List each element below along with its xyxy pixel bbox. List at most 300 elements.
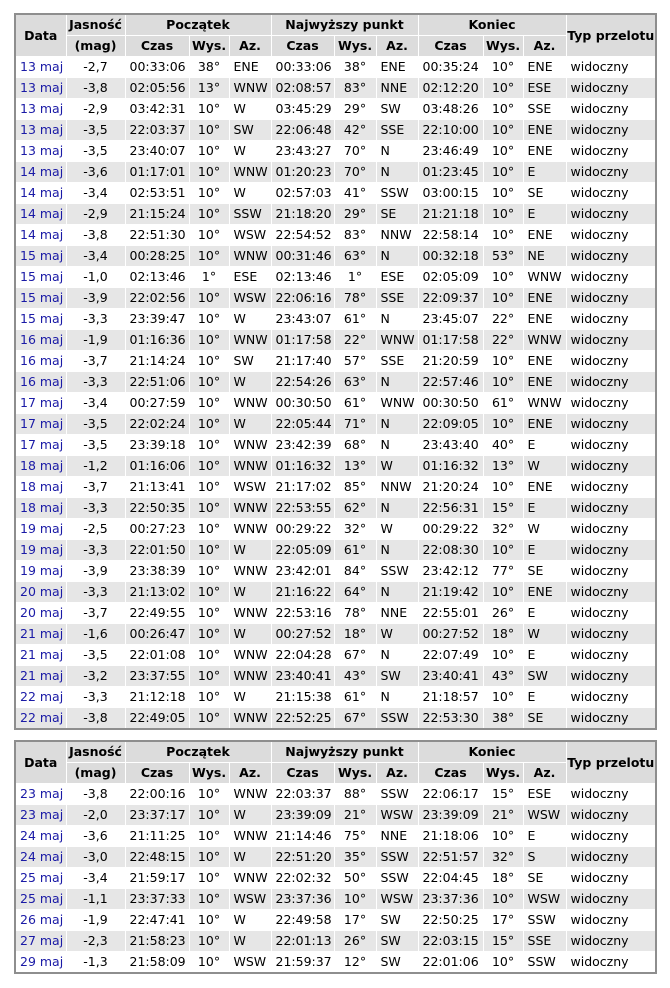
end-alt-cell: 22° — [483, 330, 523, 351]
end-alt-cell: 77° — [483, 561, 523, 582]
start-alt-cell: 10° — [189, 456, 229, 477]
pass-type-cell: widoczny — [566, 99, 656, 120]
highest-time-cell: 23:40:41 — [271, 666, 334, 687]
pass-type-cell: widoczny — [566, 477, 656, 498]
highest-alt-cell: 41° — [334, 183, 376, 204]
date-link[interactable]: 15 maj — [20, 248, 64, 263]
start-time-cell: 22:50:35 — [125, 498, 189, 519]
date-link[interactable]: 23 maj — [20, 807, 64, 822]
start-az-cell: W — [229, 910, 271, 931]
date-link[interactable]: 15 maj — [20, 269, 64, 284]
end-alt-cell: 10° — [483, 540, 523, 561]
highest-az-cell: N — [376, 435, 418, 456]
start-alt-cell: 10° — [189, 309, 229, 330]
table-row — [15, 225, 656, 246]
brightness-cell: -1,2 — [66, 456, 125, 477]
start-alt-cell: 10° — [189, 708, 229, 730]
date-link[interactable]: 13 maj — [20, 59, 64, 74]
pass-type-cell: widoczny — [566, 826, 656, 847]
end-alt-cell: 22° — [483, 309, 523, 330]
start-time-cell: 00:27:59 — [125, 393, 189, 414]
highest-alt-cell: 13° — [334, 456, 376, 477]
end-alt-cell: 15° — [483, 784, 523, 805]
highest-az-cell: SW — [376, 99, 418, 120]
table-row — [15, 645, 656, 666]
highest-az-cell: NNE — [376, 78, 418, 99]
date-link[interactable]: 25 maj — [20, 891, 64, 906]
end-az-cell: SE — [523, 868, 566, 889]
end-alt-cell: 10° — [483, 372, 523, 393]
highest-alt-cell: 57° — [334, 351, 376, 372]
start-az-cell: WNW — [229, 868, 271, 889]
highest-time-cell: 22:05:09 — [271, 540, 334, 561]
end-az-cell: E — [523, 435, 566, 456]
table-row — [15, 330, 656, 351]
pass-type-cell: widoczny — [566, 498, 656, 519]
highest-az-cell: ENE — [376, 57, 418, 78]
date-link[interactable]: 22 maj — [20, 710, 64, 725]
start-az-cell: W — [229, 183, 271, 204]
end-az-cell: S — [523, 847, 566, 868]
start-alt-cell: 10° — [189, 99, 229, 120]
highest-time-cell: 22:06:16 — [271, 288, 334, 309]
pass-type-cell: widoczny — [566, 246, 656, 267]
highest-alt-cell: 64° — [334, 582, 376, 603]
date-link[interactable]: 13 maj — [20, 143, 64, 158]
start-alt-cell: 10° — [189, 288, 229, 309]
start-alt-cell: 10° — [189, 351, 229, 372]
passes-table — [14, 740, 657, 974]
pass-type-cell: widoczny — [566, 414, 656, 435]
highest-time-cell: 22:49:58 — [271, 910, 334, 931]
table-row — [15, 372, 656, 393]
start-alt-cell: 10° — [189, 183, 229, 204]
pass-type-cell: widoczny — [566, 666, 656, 687]
highest-time-cell: 01:16:32 — [271, 456, 334, 477]
end-az-cell: W — [523, 456, 566, 477]
pass-type-cell: widoczny — [566, 372, 656, 393]
highest-time-cell: 22:51:20 — [271, 847, 334, 868]
end-alt-cell: 53° — [483, 246, 523, 267]
highest-alt-cell: 61° — [334, 309, 376, 330]
end-az-cell: ENE — [523, 120, 566, 141]
start-alt-cell: 13° — [189, 78, 229, 99]
table-row — [15, 141, 656, 162]
highest-time-cell: 23:42:01 — [271, 561, 334, 582]
end-time-cell: 23:42:12 — [418, 561, 483, 582]
table-row — [15, 666, 656, 687]
highest-az-cell: W — [376, 624, 418, 645]
highest-time-cell: 01:17:58 — [271, 330, 334, 351]
header-start-az: Az. — [229, 763, 271, 784]
highest-alt-cell: 61° — [334, 540, 376, 561]
start-alt-cell: 10° — [189, 540, 229, 561]
start-time-cell: 22:49:05 — [125, 708, 189, 730]
date-link[interactable]: 13 maj — [20, 122, 64, 137]
date-cell — [15, 687, 66, 708]
date-link[interactable]: 21 maj — [20, 626, 64, 641]
brightness-cell: -2,7 — [66, 57, 125, 78]
start-time-cell: 22:48:15 — [125, 847, 189, 868]
header-highest-alt: Wys. — [334, 36, 376, 57]
highest-time-cell: 22:01:13 — [271, 931, 334, 952]
start-az-cell: W — [229, 309, 271, 330]
start-az-cell: W — [229, 414, 271, 435]
end-time-cell: 00:29:22 — [418, 519, 483, 540]
date-link[interactable]: 27 maj — [20, 933, 64, 948]
date-link[interactable]: 23 maj — [20, 786, 64, 801]
start-alt-cell: 10° — [189, 246, 229, 267]
date-link[interactable]: 26 maj — [20, 912, 64, 927]
start-alt-cell: 10° — [189, 372, 229, 393]
end-az-cell: E — [523, 204, 566, 225]
date-cell — [15, 57, 66, 78]
highest-az-cell: N — [376, 414, 418, 435]
start-alt-cell: 10° — [189, 889, 229, 910]
header-date: Data — [15, 741, 66, 784]
end-az-cell: ENE — [523, 225, 566, 246]
highest-alt-cell: 35° — [334, 847, 376, 868]
date-link[interactable]: 14 maj — [20, 185, 64, 200]
start-az-cell: W — [229, 540, 271, 561]
brightness-cell: -3,3 — [66, 372, 125, 393]
highest-az-cell: SW — [376, 910, 418, 931]
start-alt-cell: 10° — [189, 414, 229, 435]
highest-time-cell: 22:53:16 — [271, 603, 334, 624]
start-time-cell: 00:26:47 — [125, 624, 189, 645]
start-alt-cell: 10° — [189, 141, 229, 162]
start-time-cell: 21:58:23 — [125, 931, 189, 952]
start-az-cell: SW — [229, 120, 271, 141]
end-alt-cell: 32° — [483, 847, 523, 868]
end-alt-cell: 10° — [483, 687, 523, 708]
end-alt-cell: 10° — [483, 183, 523, 204]
header-brightness-unit: (mag) — [66, 36, 125, 57]
end-time-cell: 03:48:26 — [418, 99, 483, 120]
brightness-cell: -3,7 — [66, 603, 125, 624]
highest-az-cell: N — [376, 141, 418, 162]
start-az-cell: WNW — [229, 826, 271, 847]
date-cell — [15, 120, 66, 141]
end-alt-cell: 10° — [483, 288, 523, 309]
highest-time-cell: 00:27:52 — [271, 624, 334, 645]
end-az-cell: ENE — [523, 141, 566, 162]
end-time-cell: 01:23:45 — [418, 162, 483, 183]
end-time-cell: 22:08:30 — [418, 540, 483, 561]
highest-az-cell: N — [376, 582, 418, 603]
highest-alt-cell: 61° — [334, 687, 376, 708]
date-link[interactable]: 15 maj — [20, 311, 64, 326]
brightness-cell: -1,3 — [66, 952, 125, 974]
header-start-alt: Wys. — [189, 36, 229, 57]
end-az-cell: NE — [523, 246, 566, 267]
highest-az-cell: SSE — [376, 288, 418, 309]
brightness-cell: -3,3 — [66, 309, 125, 330]
pass-type-cell: widoczny — [566, 288, 656, 309]
highest-az-cell: WSW — [376, 805, 418, 826]
table-row — [15, 498, 656, 519]
highest-az-cell: WSW — [376, 889, 418, 910]
end-time-cell: 22:51:57 — [418, 847, 483, 868]
date-link[interactable]: 18 maj — [20, 458, 64, 473]
end-time-cell: 22:55:01 — [418, 603, 483, 624]
start-az-cell: ENE — [229, 57, 271, 78]
highest-alt-cell: 18° — [334, 624, 376, 645]
table-row — [15, 435, 656, 456]
start-alt-cell: 10° — [189, 603, 229, 624]
date-cell — [15, 910, 66, 931]
brightness-cell: -1,6 — [66, 624, 125, 645]
start-az-cell: W — [229, 847, 271, 868]
date-link[interactable]: 29 maj — [20, 954, 64, 969]
date-link[interactable]: 14 maj — [20, 227, 64, 242]
start-time-cell: 23:39:47 — [125, 309, 189, 330]
start-az-cell: WNW — [229, 784, 271, 805]
brightness-cell: -3,7 — [66, 351, 125, 372]
end-alt-cell: 10° — [483, 267, 523, 288]
date-link[interactable]: 25 maj — [20, 870, 64, 885]
table-row — [15, 288, 656, 309]
date-link[interactable]: 16 maj — [20, 353, 64, 368]
highest-time-cell: 23:43:07 — [271, 309, 334, 330]
brightness-cell: -3,8 — [66, 78, 125, 99]
pass-type-cell: widoczny — [566, 868, 656, 889]
end-time-cell: 21:20:59 — [418, 351, 483, 372]
end-az-cell: ENE — [523, 582, 566, 603]
highest-az-cell: SSW — [376, 183, 418, 204]
end-az-cell: SW — [523, 666, 566, 687]
date-cell — [15, 435, 66, 456]
end-time-cell: 23:43:40 — [418, 435, 483, 456]
highest-alt-cell: 61° — [334, 393, 376, 414]
highest-alt-cell: 32° — [334, 519, 376, 540]
end-az-cell: E — [523, 540, 566, 561]
start-az-cell: WNW — [229, 645, 271, 666]
pass-type-cell: widoczny — [566, 847, 656, 868]
header-start: Początek — [125, 741, 271, 763]
pass-type-cell: widoczny — [566, 805, 656, 826]
highest-time-cell: 22:52:25 — [271, 708, 334, 730]
start-az-cell: WNW — [229, 666, 271, 687]
brightness-cell: -2,3 — [66, 931, 125, 952]
highest-time-cell: 21:16:22 — [271, 582, 334, 603]
passes-table-body — [15, 57, 656, 730]
start-alt-cell: 10° — [189, 910, 229, 931]
pass-type-cell: widoczny — [566, 351, 656, 372]
header-type: Typ przelotu — [566, 14, 656, 57]
date-link[interactable]: 20 maj — [20, 584, 64, 599]
date-link[interactable]: 19 maj — [20, 542, 64, 557]
start-az-cell: W — [229, 582, 271, 603]
end-alt-cell: 10° — [483, 78, 523, 99]
start-alt-cell: 10° — [189, 204, 229, 225]
highest-time-cell: 01:20:23 — [271, 162, 334, 183]
pass-type-cell: widoczny — [566, 309, 656, 330]
end-time-cell: 03:00:15 — [418, 183, 483, 204]
highest-alt-cell: 85° — [334, 477, 376, 498]
start-time-cell: 21:58:09 — [125, 952, 189, 974]
date-cell — [15, 225, 66, 246]
end-time-cell: 00:27:52 — [418, 624, 483, 645]
passes-table — [14, 13, 657, 730]
end-time-cell: 00:32:18 — [418, 246, 483, 267]
highest-alt-cell: 78° — [334, 288, 376, 309]
date-link[interactable]: 14 maj — [20, 206, 64, 221]
date-cell — [15, 183, 66, 204]
header-end-az: Az. — [523, 36, 566, 57]
end-alt-cell: 21° — [483, 805, 523, 826]
highest-alt-cell: 70° — [334, 162, 376, 183]
start-time-cell: 01:16:06 — [125, 456, 189, 477]
header-end-az: Az. — [523, 763, 566, 784]
brightness-cell: -3,5 — [66, 414, 125, 435]
pass-type-cell: widoczny — [566, 687, 656, 708]
start-alt-cell: 10° — [189, 435, 229, 456]
start-az-cell: WNW — [229, 603, 271, 624]
highest-time-cell: 02:13:46 — [271, 267, 334, 288]
date-link[interactable]: 18 maj — [20, 479, 64, 494]
table-row — [15, 78, 656, 99]
date-link[interactable]: 17 maj — [20, 395, 64, 410]
end-time-cell: 23:46:49 — [418, 141, 483, 162]
highest-time-cell: 00:30:50 — [271, 393, 334, 414]
date-link[interactable]: 16 maj — [20, 374, 64, 389]
highest-az-cell: SW — [376, 666, 418, 687]
start-az-cell: ESE — [229, 267, 271, 288]
start-time-cell: 23:37:33 — [125, 889, 189, 910]
date-link[interactable]: 21 maj — [20, 647, 64, 662]
date-link[interactable]: 18 maj — [20, 500, 64, 515]
highest-alt-cell: 43° — [334, 666, 376, 687]
highest-time-cell: 22:06:48 — [271, 120, 334, 141]
table-row — [15, 889, 656, 910]
table-row — [15, 805, 656, 826]
end-time-cell: 22:50:25 — [418, 910, 483, 931]
highest-alt-cell: 75° — [334, 826, 376, 847]
date-cell — [15, 99, 66, 120]
start-time-cell: 22:49:55 — [125, 603, 189, 624]
table-row — [15, 952, 656, 974]
table-row — [15, 204, 656, 225]
start-time-cell: 22:01:08 — [125, 645, 189, 666]
pass-type-cell: widoczny — [566, 120, 656, 141]
date-link[interactable]: 20 maj — [20, 605, 64, 620]
date-link[interactable]: 13 maj — [20, 101, 64, 116]
date-link[interactable]: 16 maj — [20, 332, 64, 347]
date-link[interactable]: 13 maj — [20, 80, 64, 95]
start-az-cell: WNW — [229, 456, 271, 477]
end-az-cell: E — [523, 498, 566, 519]
start-time-cell: 22:02:24 — [125, 414, 189, 435]
date-cell — [15, 826, 66, 847]
end-time-cell: 21:18:57 — [418, 687, 483, 708]
start-time-cell: 00:27:23 — [125, 519, 189, 540]
end-az-cell: ENE — [523, 57, 566, 78]
start-alt-cell: 10° — [189, 393, 229, 414]
start-alt-cell: 10° — [189, 952, 229, 974]
end-alt-cell: 17° — [483, 910, 523, 931]
end-alt-cell: 15° — [483, 931, 523, 952]
date-link[interactable]: 19 maj — [20, 521, 64, 536]
end-alt-cell: 38° — [483, 708, 523, 730]
date-cell — [15, 868, 66, 889]
date-link[interactable]: 24 maj — [20, 849, 64, 864]
date-link[interactable]: 24 maj — [20, 828, 64, 843]
date-link[interactable]: 17 maj — [20, 416, 64, 431]
pass-type-cell: widoczny — [566, 603, 656, 624]
start-az-cell: WSW — [229, 477, 271, 498]
start-alt-cell: 10° — [189, 477, 229, 498]
highest-alt-cell: 1° — [334, 267, 376, 288]
brightness-cell: -3,6 — [66, 826, 125, 847]
start-alt-cell: 10° — [189, 582, 229, 603]
highest-alt-cell: 67° — [334, 708, 376, 730]
pass-type-cell: widoczny — [566, 204, 656, 225]
end-az-cell: W — [523, 624, 566, 645]
date-link[interactable]: 15 maj — [20, 290, 64, 305]
start-time-cell: 01:17:01 — [125, 162, 189, 183]
pass-type-cell: widoczny — [566, 784, 656, 805]
start-time-cell: 23:40:07 — [125, 141, 189, 162]
end-time-cell: 22:09:05 — [418, 414, 483, 435]
date-cell — [15, 246, 66, 267]
table-row — [15, 267, 656, 288]
start-az-cell: WNW — [229, 162, 271, 183]
start-time-cell: 21:13:41 — [125, 477, 189, 498]
end-time-cell: 21:21:18 — [418, 204, 483, 225]
start-alt-cell: 10° — [189, 931, 229, 952]
highest-time-cell: 21:17:40 — [271, 351, 334, 372]
highest-az-cell: ESE — [376, 267, 418, 288]
end-time-cell: 01:16:32 — [418, 456, 483, 477]
start-time-cell: 21:14:24 — [125, 351, 189, 372]
start-az-cell: WNW — [229, 561, 271, 582]
end-az-cell: ESE — [523, 78, 566, 99]
date-cell — [15, 561, 66, 582]
date-link[interactable]: 17 maj — [20, 437, 64, 452]
end-az-cell: E — [523, 162, 566, 183]
brightness-cell: -3,4 — [66, 868, 125, 889]
highest-alt-cell: 62° — [334, 498, 376, 519]
date-cell — [15, 952, 66, 974]
start-az-cell: WNW — [229, 519, 271, 540]
end-alt-cell: 61° — [483, 393, 523, 414]
date-cell — [15, 666, 66, 687]
table-row — [15, 519, 656, 540]
table-row — [15, 246, 656, 267]
date-cell — [15, 309, 66, 330]
date-link[interactable]: 21 maj — [20, 668, 64, 683]
date-link[interactable]: 19 maj — [20, 563, 64, 578]
highest-time-cell: 23:39:09 — [271, 805, 334, 826]
date-link[interactable]: 14 maj — [20, 164, 64, 179]
start-alt-cell: 10° — [189, 225, 229, 246]
date-link[interactable]: 22 maj — [20, 689, 64, 704]
header-start-time: Czas — [125, 36, 189, 57]
end-alt-cell: 15° — [483, 498, 523, 519]
end-az-cell: WSW — [523, 889, 566, 910]
highest-alt-cell: 26° — [334, 931, 376, 952]
table-row — [15, 414, 656, 435]
table-row — [15, 708, 656, 730]
header-highest-time: Czas — [271, 36, 334, 57]
highest-az-cell: NNE — [376, 826, 418, 847]
start-alt-cell: 1° — [189, 267, 229, 288]
start-time-cell: 02:13:46 — [125, 267, 189, 288]
start-az-cell: W — [229, 99, 271, 120]
header-brightness: Jasność — [66, 741, 125, 763]
pass-type-cell: widoczny — [566, 57, 656, 78]
